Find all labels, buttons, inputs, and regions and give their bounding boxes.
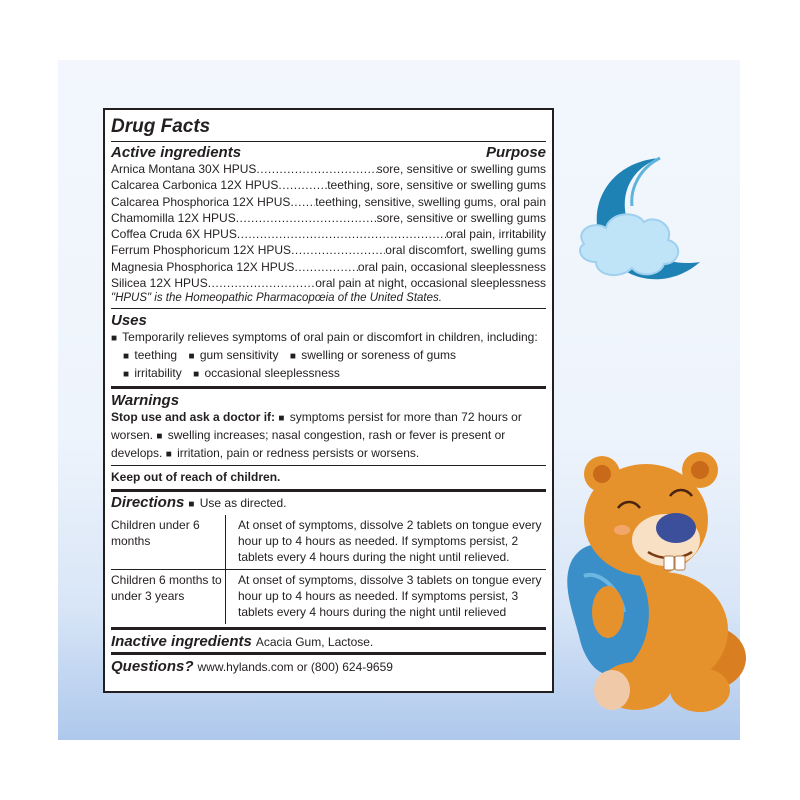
questions-row [111,655,546,677]
leader-dots [236,210,377,226]
ingredient-row [111,275,546,291]
warning-item: swelling increases; nasal congestion, rash or fever is present or develops. [111,428,506,461]
age-cell: Children 6 months to under 3 years [111,570,226,625]
teddy-bear-illustration [567,452,746,712]
bullet-square-icon: ■ [188,499,195,511]
directions-header-row [111,492,546,515]
questions-contact: www.hylands.com or (800) 624-9659 [197,660,393,675]
directions-header: Directions [111,494,185,512]
ingredient-row [111,242,546,258]
ingredient-name: Chamomilla 12X HPUS [111,210,236,225]
uses-item-text: irritability [134,366,182,381]
ingredient-row [111,210,546,226]
bullet-square-icon: ■ [165,449,172,461]
uses-item [188,348,278,362]
drug-facts-panel [103,108,554,693]
bullet-square-icon: ■ [188,351,195,363]
uses-intro-text: Temporarily relieves symptoms of oral pain or discomfort in children, including: [122,330,538,345]
ingredient-row [111,177,546,193]
questions-header: Questions? [111,658,194,676]
warnings-text [111,409,546,465]
bullet-square-icon: ■ [278,413,285,425]
bullet-square-icon: ■ [123,351,130,363]
inactive-ingredients-section [111,630,546,655]
ingredient-row [111,161,546,177]
ingredient-row [111,259,546,275]
bullet-square-icon: ■ [156,431,163,443]
uses-item-text: gum sensitivity [199,348,279,363]
uses-intro [111,329,546,347]
purpose-header: Purpose [485,144,546,161]
warnings-header-row [111,389,546,409]
ingredient-name: Coffea Cruda 6X HPUS [111,227,237,242]
ingredient-purpose: oral pain at night, occasional sleeplessness [315,276,546,291]
active-ingredients-header-row [111,142,546,161]
ingredient-purpose: oral pain, occasional sleeplessness [357,259,546,274]
uses-items-row [111,347,546,365]
dose-cell: At onset of symptoms, dissolve 3 tablets on tongue every hour up to 4 hours as needed. If symptoms persist, 3 tablets every 4 hours during the night until relieved [238,573,542,620]
ingredient-name: Magnesia Phosphorica 12X HPUS [111,259,295,274]
ingredient-purpose: oral discomfort, swelling gums [385,243,546,258]
ingredient-purpose: sore, sensitive or swelling gums [376,162,546,176]
ingredient-purpose: teething, sensitive, swelling gums, oral pain [315,194,546,209]
ingredient-name: Arnica Montana 30X HPUS [111,162,257,176]
stop-use-label: Stop use and ask a doctor if: [111,410,276,425]
ingredient-row [111,226,546,242]
ingredient-name: Silicea 12X HPUS [111,276,208,291]
active-ingredients-header: Active ingredients [111,144,242,161]
ingredient-purpose: oral pain, irritability [445,227,546,242]
ingredient-row [111,194,546,210]
bullet-square-icon: ■ [289,351,296,363]
warning-item: symptoms persist for more than 72 hours or worsen. [111,410,522,443]
drug-facts-title: Drug Facts [111,110,546,142]
directions-general-text: Use as directed. [199,496,287,511]
inactive-value: Acacia Gum, Lactose. [255,635,374,650]
leader-dots [290,194,315,210]
uses-section [111,309,546,389]
hpus-note: "HPUS" is the Homeopathic Pharmacopœia of the United States. [111,292,442,305]
questions-section [111,655,546,677]
bullet-square-icon: ■ [193,369,200,381]
table-row [111,570,546,625]
leader-dots [256,161,376,177]
uses-item-text: occasional sleeplessness [204,366,340,381]
keep-out-text: Keep out of reach of children. [111,470,281,485]
directions-table [111,515,546,624]
leader-dots [237,226,446,242]
uses-header-row [111,309,546,329]
warning-item: irritation, pain or redness persists or worsens. [177,446,420,461]
uses-items-row [111,365,546,386]
uses-header: Uses [111,312,147,330]
bullet-square-icon: ■ [111,333,118,345]
warnings-header: Warnings [111,392,180,410]
ingredient-name: Calcarea Phosphorica 12X HPUS [111,194,291,209]
uses-item [290,348,456,362]
leader-dots [278,177,327,193]
active-ingredients-section [111,142,546,309]
directions-general [188,495,286,513]
ingredient-purpose: teething, sore, sensitive or swelling gums [327,178,546,193]
uses-item [193,366,340,380]
age-cell: Children under 6 months [111,515,226,570]
warnings-section [111,389,546,466]
uses-item-text: swelling or soreness of gums [301,348,456,363]
inactive-row [111,630,546,652]
directions-section [111,492,546,630]
keep-out-section [111,466,546,492]
leader-dots [291,242,385,258]
cloud-icon [580,214,678,275]
inactive-header: Inactive ingredients [111,633,252,651]
leader-dots [208,275,315,291]
dose-cell: At onset of symptoms, dissolve 2 tablets on tongue every hour up to 4 hours as needed. If symptoms persist, 2 tablets every 4 hours during the night until relieved. [226,515,547,570]
ingredient-name: Calcarea Carbonica 12X HPUS [111,178,279,193]
ingredient-name: Ferrum Phosphoricum 12X HPUS [111,243,292,258]
bullet-square-icon: ■ [123,369,130,381]
leader-dots [294,259,357,275]
table-row [111,515,546,570]
uses-item-text: teething [134,348,178,363]
ingredient-purpose: sore, sensitive or swelling gums [376,210,546,225]
uses-item [123,366,182,380]
uses-item [123,348,177,362]
